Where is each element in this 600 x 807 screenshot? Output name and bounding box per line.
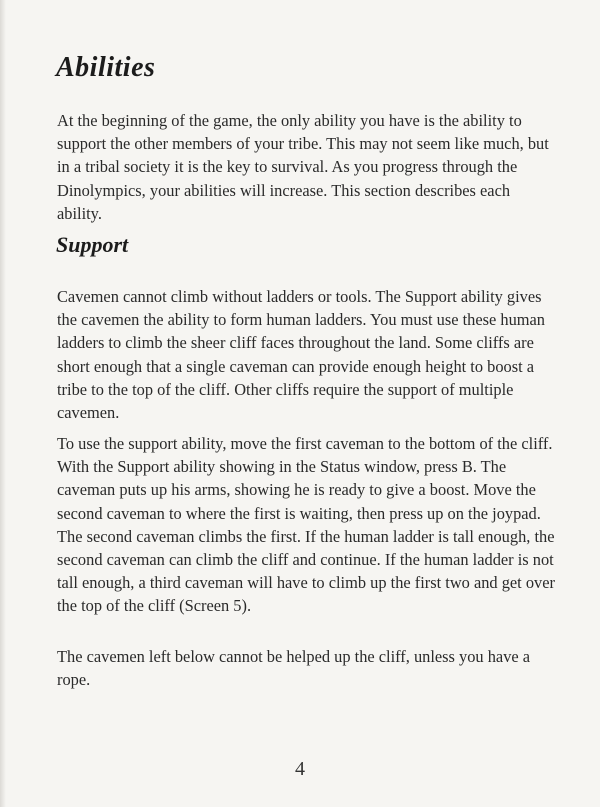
support-paragraph-1: Cavemen cannot climb without ladders or tools. The Support ability gives the cavemen the ability to form human ladders. You must use these human ladders to climb the sheer cliff faces throughout the land. Some cliffs are short enough that a single caveman can provide enough height to boost a tribe to the top of the cliff. Other cliffs require the support of multiple cavemen. [57, 287, 545, 423]
support-paragraph-2: To use the support ability, move the first caveman to the bottom of the cliff. With the Support ability showing in the Status window, press B. The caveman puts up his arms, showing he is ready to give a boost. Move the second caveman to where the first is waiting, then press up on the joypad. The second caveman climbs the first. If the human ladder is tall enough, the second caveman can climb the cliff and continue. If the human ladder is not tall enough, a third caveman will have to climb up the first two and get over the top of the cliff (Screen 5). [57, 434, 555, 616]
abilities-heading: Abilities [56, 52, 156, 83]
support-paragraph-3: The cavemen left below cannot be helped up the cliff, unless you have a rope. [57, 647, 531, 690]
support-heading: Support [56, 232, 129, 257]
page-edge-shadow [0, 0, 6, 807]
intro-paragraph: At the beginning of the game, the only ability you have is the ability to support the other members of your tribe. This may not seem like much, but in a tribal society it is the key to survival. As you progress through the Dinolympics, your abilities will increase. This section describes each ability. [57, 111, 549, 223]
page-number: 4 [295, 758, 305, 780]
